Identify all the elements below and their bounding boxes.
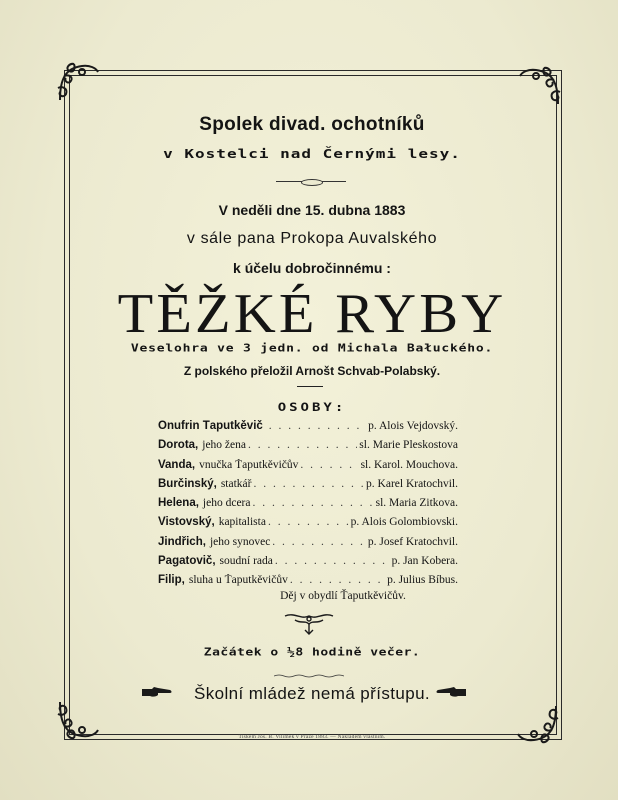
dot-leader (248, 439, 357, 451)
cast-row (158, 478, 458, 497)
corner-ornament-icon (52, 58, 102, 108)
cast-heading: OSOBY: (277, 401, 347, 415)
role-name: Helena, (158, 497, 199, 510)
dot-leader (269, 420, 366, 432)
event-date: V neděli dne 15. dubna 1883 (218, 202, 406, 218)
cast-row (158, 420, 458, 439)
cast-list (158, 420, 458, 594)
actor-name: p. Jan Kobera. (391, 555, 458, 568)
role-description: vnučka Ťaputkěvičův (199, 458, 299, 471)
cast-row (158, 459, 458, 478)
divider-ornament-icon (301, 179, 323, 186)
role-description: jeho žena (202, 439, 246, 452)
corner-ornament-icon (516, 62, 566, 112)
cast-row (158, 536, 458, 555)
cast-row (158, 555, 458, 574)
role-name: Filip, (158, 574, 185, 587)
role-name: Vistovský, (158, 516, 215, 529)
role-name: Vanda, (158, 458, 196, 471)
society-name: Spolek divad. ochotníků (199, 114, 425, 135)
actor-name: sl. Maria Zitkova. (375, 497, 458, 510)
dot-leader (253, 497, 374, 509)
cast-row (158, 439, 458, 458)
role-name: Jindřich, (158, 535, 206, 548)
role-description: soudní rada (219, 555, 273, 568)
actor-name: p. Alois Golombiovski. (350, 516, 458, 529)
start-time: Začátek o ½8 hodině večer. (203, 646, 421, 659)
play-title: TĚŽKÉ RYBY (117, 283, 507, 345)
role-name: Onufrin Ťaputkěvič (158, 420, 263, 432)
divider-line (297, 386, 323, 387)
actor-name: sl. Marie Pleskostova (359, 439, 458, 452)
society-place: v Kostelci nad Černými lesy. (163, 145, 461, 162)
dot-leader (272, 536, 366, 548)
role-name: Dorota, (158, 439, 199, 452)
actor-name: p. Alois Vejdovský. (368, 420, 458, 432)
event-purpose: k účelu dobročinnému : (233, 260, 391, 276)
actor-name: p. Josef Kratochvil. (367, 535, 458, 548)
dot-leader (290, 574, 385, 586)
scene-location: Děj v obydlí Ťaputkěvičův. (280, 590, 406, 602)
dot-leader (268, 516, 349, 528)
actor-name: p. Julius Bíbus. (387, 574, 458, 587)
wavy-divider (274, 674, 344, 678)
printer-imprint: Tiskem Jos. B. Vilímek v Praze 1883. — Nákladem vlastním. (238, 734, 386, 740)
pointing-hand-icon (436, 685, 466, 699)
vignette-ornament-icon (281, 610, 337, 638)
play-subtitle: Veselohra ve 3 jedn. od Michala Bałuckého. (130, 342, 494, 355)
role-description: jeho dcera (202, 497, 251, 510)
role-description: jeho synovec (209, 535, 271, 548)
dot-leader (275, 555, 390, 567)
actor-name: sl. Karol. Mouchova. (360, 458, 458, 471)
dot-leader (253, 478, 364, 490)
role-name: Burčinský, (158, 477, 217, 490)
role-description: sluha u Ťaputkěvičův (188, 574, 288, 587)
role-description: kapitalista (218, 516, 266, 529)
corner-ornament-icon (514, 698, 564, 748)
role-name: Pagatovič, (158, 555, 216, 568)
admission-notice: Školní mládež nemá přístupu. (193, 684, 431, 703)
cast-row (158, 516, 458, 535)
play-translator: Z polského přeložil Arnošt Schvab-Polabský. (183, 364, 441, 378)
role-description: statkář (220, 477, 252, 490)
dot-leader (300, 459, 358, 471)
cast-row (158, 497, 458, 516)
event-venue: v sále pana Prokopa Auvalského (186, 230, 438, 247)
actor-name: p. Karel Kratochvil. (366, 477, 458, 490)
